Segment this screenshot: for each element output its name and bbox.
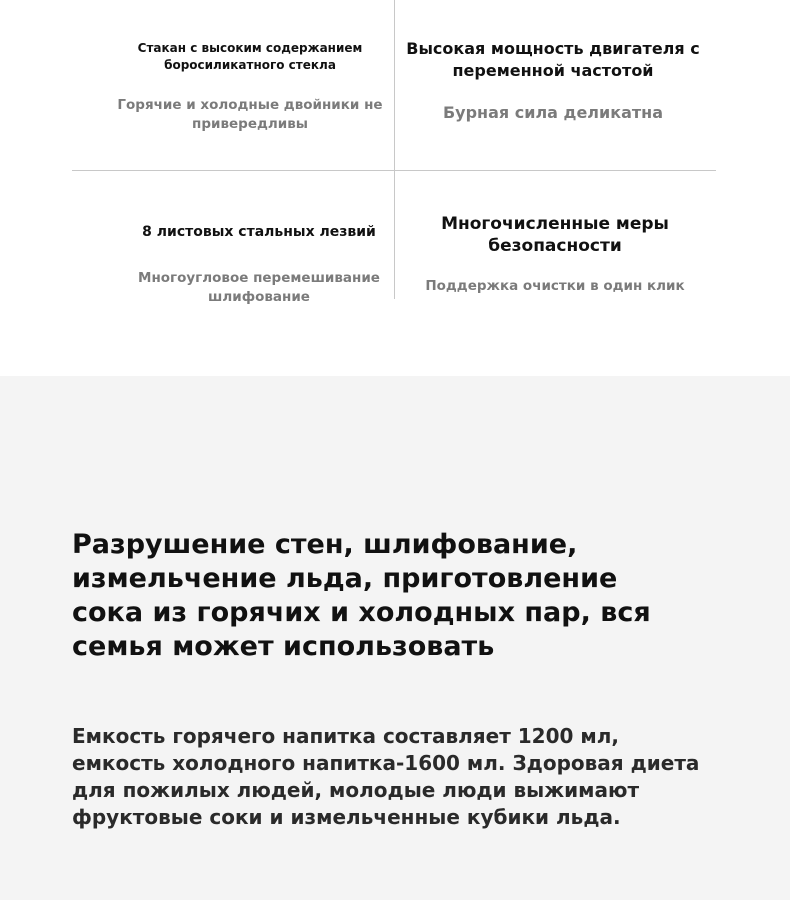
feature-subtitle: Бурная сила деликатна [442, 103, 664, 122]
feature-title: 8 листовых стальных лезвий [142, 224, 376, 240]
horizontal-divider [72, 170, 716, 171]
features-grid [0, 0, 790, 376]
feature-safety [405, 213, 705, 296]
feature-title: Стакан с высоким содержанием боросиликатного стекла [137, 41, 363, 72]
feature-subtitle: Многоугловое перемешивание шлифование [138, 270, 380, 305]
feature-glass [100, 40, 400, 134]
feature-title: Высокая мощность двигателя с переменной частотой [406, 39, 700, 80]
hero-description: Емкость горячего напитка составляет 1200 мл, емкость холодного напитка-1600 мл. Здоровая диета для пожилых людей, молодые люди выжимают фруктовые соки и измельченные кубики льда. [72, 724, 700, 829]
feature-title: Многочисленные меры безопасности [441, 214, 669, 256]
feature-subtitle: Поддержка очистки в один клик [425, 278, 685, 294]
hero-title: Разрушение стен, шлифование, измельчение льда, приготовление сока из горячих и холодных пар, вся семья может использовать [72, 529, 651, 662]
feature-subtitle: Горячие и холодные двойники не привередливы [117, 97, 383, 132]
hero-section [0, 376, 790, 900]
feature-blades [100, 223, 418, 307]
feature-motor [400, 38, 706, 124]
